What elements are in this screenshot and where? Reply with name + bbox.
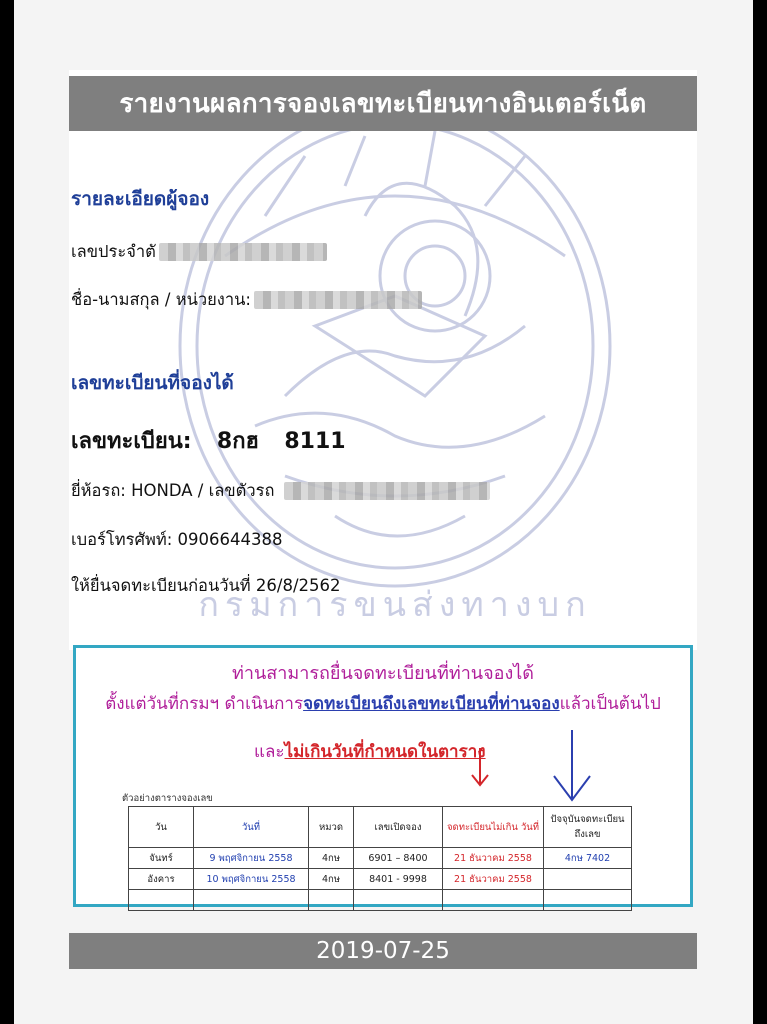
header-open-numbers: เลขเปิดจอง: [354, 807, 443, 848]
red-arrow-icon: [472, 748, 488, 785]
notice-box: [73, 645, 693, 907]
notice-line-3a: และ: [254, 742, 285, 762]
redacted-name: [254, 291, 422, 309]
redacted-id: [159, 243, 327, 261]
cell-current-number: [544, 869, 632, 890]
id-label: เลขประจำตั: [71, 242, 156, 261]
notice-line-3-highlight: ไม่เกินวันที่กำหนดในตาราง: [284, 742, 486, 762]
plate-label: เลขทะเบียน:: [71, 429, 192, 454]
name-label: ชื่อ-นามสกุล / หน่วยงาน:: [71, 290, 251, 309]
notice-line-1: ท่านสามารถยื่นจดทะเบียนที่ท่านจองได้: [232, 663, 534, 684]
cell-date: 10 พฤศจิกายน 2558: [194, 869, 309, 890]
table-header-row: [129, 807, 632, 848]
plate-prefix: 8กฮ: [216, 429, 259, 454]
cell-date: 9 พฤศจิกายน 2558: [194, 848, 309, 869]
brand-label: ยี่ห้อรถ: HONDA / เลขตัวรถ: [71, 481, 275, 500]
header-category: หมวด: [309, 807, 354, 848]
notice-line-2-highlight: จดทะเบียนถึงเลขทะเบียนที่ท่านจอง: [303, 694, 560, 714]
seal-text: กรมการขนส่งทางบก: [198, 585, 592, 625]
phone-line: เบอร์โทรศัพท์: 0906644388: [71, 530, 283, 549]
footer-date: 2019-07-25: [69, 933, 697, 969]
blue-arrow-icon: [554, 730, 590, 800]
deadline-line: ให้ยื่นจดทะเบียนก่อนวันที่ 26/8/2562: [71, 576, 341, 595]
header-date: วันที่: [194, 807, 309, 848]
brand-line: [71, 478, 490, 504]
notice-line-2a: ตั้งแต่วันที่กรมฯ ดำเนินการ: [105, 694, 304, 714]
section-plate-heading: เลขทะเบียนที่จองได้: [71, 372, 234, 394]
header-day: วัน: [129, 807, 194, 848]
table-row: [129, 848, 632, 869]
name-line: [71, 287, 422, 313]
header-current-number: ปัจจุบันจดทะเบียน ถึงเลข: [544, 807, 632, 848]
cell-category: 4กษ: [309, 848, 354, 869]
example-table: [128, 806, 632, 911]
id-line: [71, 239, 327, 265]
plate-line: [71, 423, 346, 458]
table-row: [129, 890, 632, 911]
cell-register-by: 21 ธันวาคม 2558: [443, 869, 544, 890]
cell-register-by: 21 ธันวาคม 2558: [443, 848, 544, 869]
cell-day: จันทร์: [129, 848, 194, 869]
cell-open-numbers: 8401 - 9998: [354, 869, 443, 890]
header-register-by: จดทะเบียนไม่เกิน วันที่: [443, 807, 544, 848]
cell-category: 4กษ: [309, 869, 354, 890]
report-title: รายงานผลการจองเลขทะเบียนทางอินเตอร์เน็ต: [69, 76, 697, 131]
cell-open-numbers: 6901 – 8400: [354, 848, 443, 869]
redacted-chassis: [284, 482, 490, 500]
section-booker-heading: รายละเอียดผู้จอง: [71, 188, 210, 210]
table-row: [129, 869, 632, 890]
cell-day: อังคาร: [129, 869, 194, 890]
dlt-seal-watermark: [165, 96, 625, 656]
cell-current-number: 4กษ 7402: [544, 848, 632, 869]
example-caption: ตัวอย่างตารางจองเลข: [122, 793, 213, 804]
plate-number: 8111: [284, 429, 346, 454]
notice-line-2c: แล้วเป็นต้นไป: [559, 694, 661, 714]
